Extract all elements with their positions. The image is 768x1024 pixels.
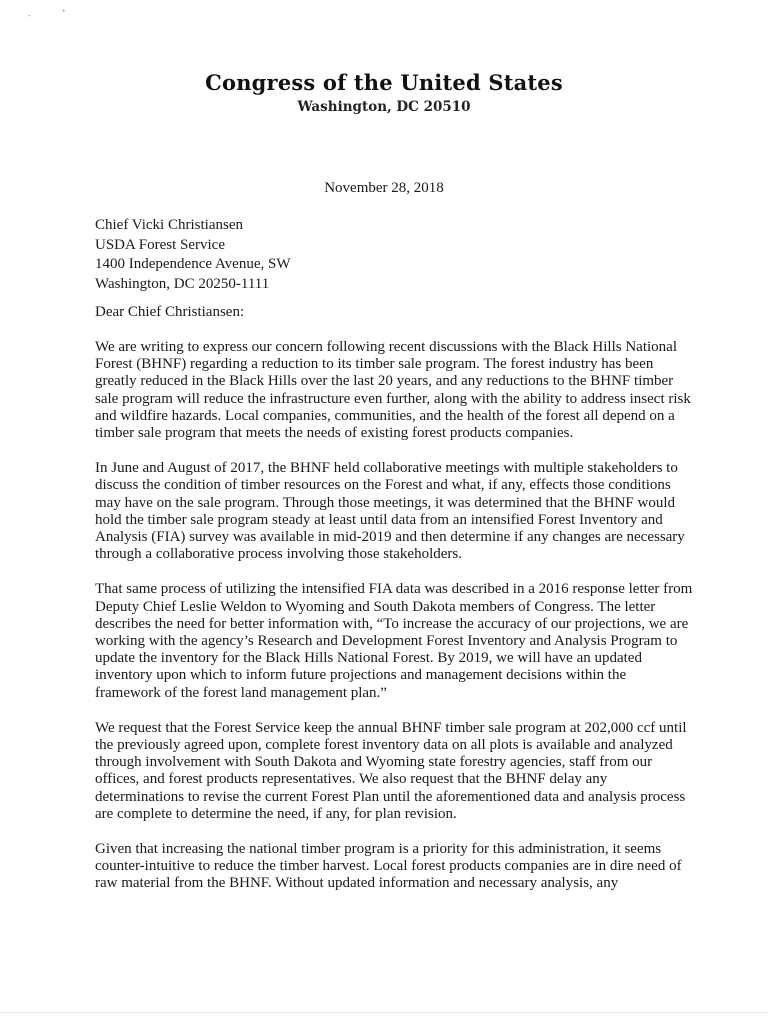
letter-body [95, 339, 695, 911]
body-paragraph: In June and August of 2017, the BHNF held collaborative meetings with multiple stakeholders to discuss the condition of timber resources on the Forest and what, if any, effects those conditions may have on the sale program. Through those meetings, it was determined that the BHNF would hold the timber sale program steady at least until data from an intensified Forest Inventory and Analysis (FIA) survey was available in mid-2019 and then determine if any changes are necessary through a collaborative process involving those stakeholders. [95, 460, 685, 563]
letterhead [0, 70, 768, 115]
letterhead-address: Washington, DC 20510 [297, 99, 471, 115]
recipient-org: USDA Forest Service [95, 236, 225, 253]
recipient-city: Washington, DC 20250-1111 [95, 275, 270, 292]
salutation: Dear Chief Christiansen: [95, 304, 245, 320]
scan-speck: ‐ [28, 10, 31, 20]
recipient-name: Chief Vicki Christiansen [95, 217, 243, 233]
body-paragraph: Given that increasing the national timber program is a priority for this administration, it seems counter-intuitive to reduce the timber harvest. Local forest products companies are in dire need of raw material from the BHNF. Without updated information and necessary analysis, any [95, 841, 682, 892]
body-paragraph: That same process of utilizing the intensified FIA data was described in a 2016 response letter from Deputy Chief Leslie Weldon to Wyoming and South Dakota members of Congress. The letter describes the need for better information with, “To increase the accuracy of our projections, we are working with the agency’s Research and Development Forest Inventory and Analysis Program to update the inventory for the Black Hills National Forest. By 2019, we will have an updated inventory upon which to inform future projections and management decisions within the framework of the forest land management plan.” [95, 581, 693, 701]
letterhead-title: Congress of the United States [205, 70, 563, 95]
recipient-block [95, 216, 291, 294]
letter-date: November 28, 2018 [324, 180, 444, 196]
body-paragraph: We are writing to express our concern following recent discussions with the Black Hills National Forest (BHNF) regarding a reduction to its timber sale program. The forest industry has been greatly reduced in the Black Hills over the last 20 years, and any reductions to the BHNF timber sale program will reduce the infrastructure even further, along with the ability to address insect risk and wildfire hazards. Local companies, communities, and the health of the forest all depend on a timber sale program that meets the needs of existing forest products companies. [95, 339, 691, 442]
page-edge [0, 1012, 768, 1013]
recipient-street: 1400 Independence Avenue, SW [95, 256, 291, 272]
scan-speck: • [62, 6, 66, 16]
body-paragraph: We request that the Forest Service keep the annual BHNF timber sale program at 202,000 ccf until the previously agreed upon, complete forest inventory data on all plots is available and analyzed through involvement with South Dakota and Wyoming state forestry agencies, staff from our offices, and forest products representatives. We also request that the BHNF delay any determinations to revise the current Forest Plan until the aforementioned data and analysis process are complete to determine the need, if any, for plan revision. [95, 719, 687, 822]
